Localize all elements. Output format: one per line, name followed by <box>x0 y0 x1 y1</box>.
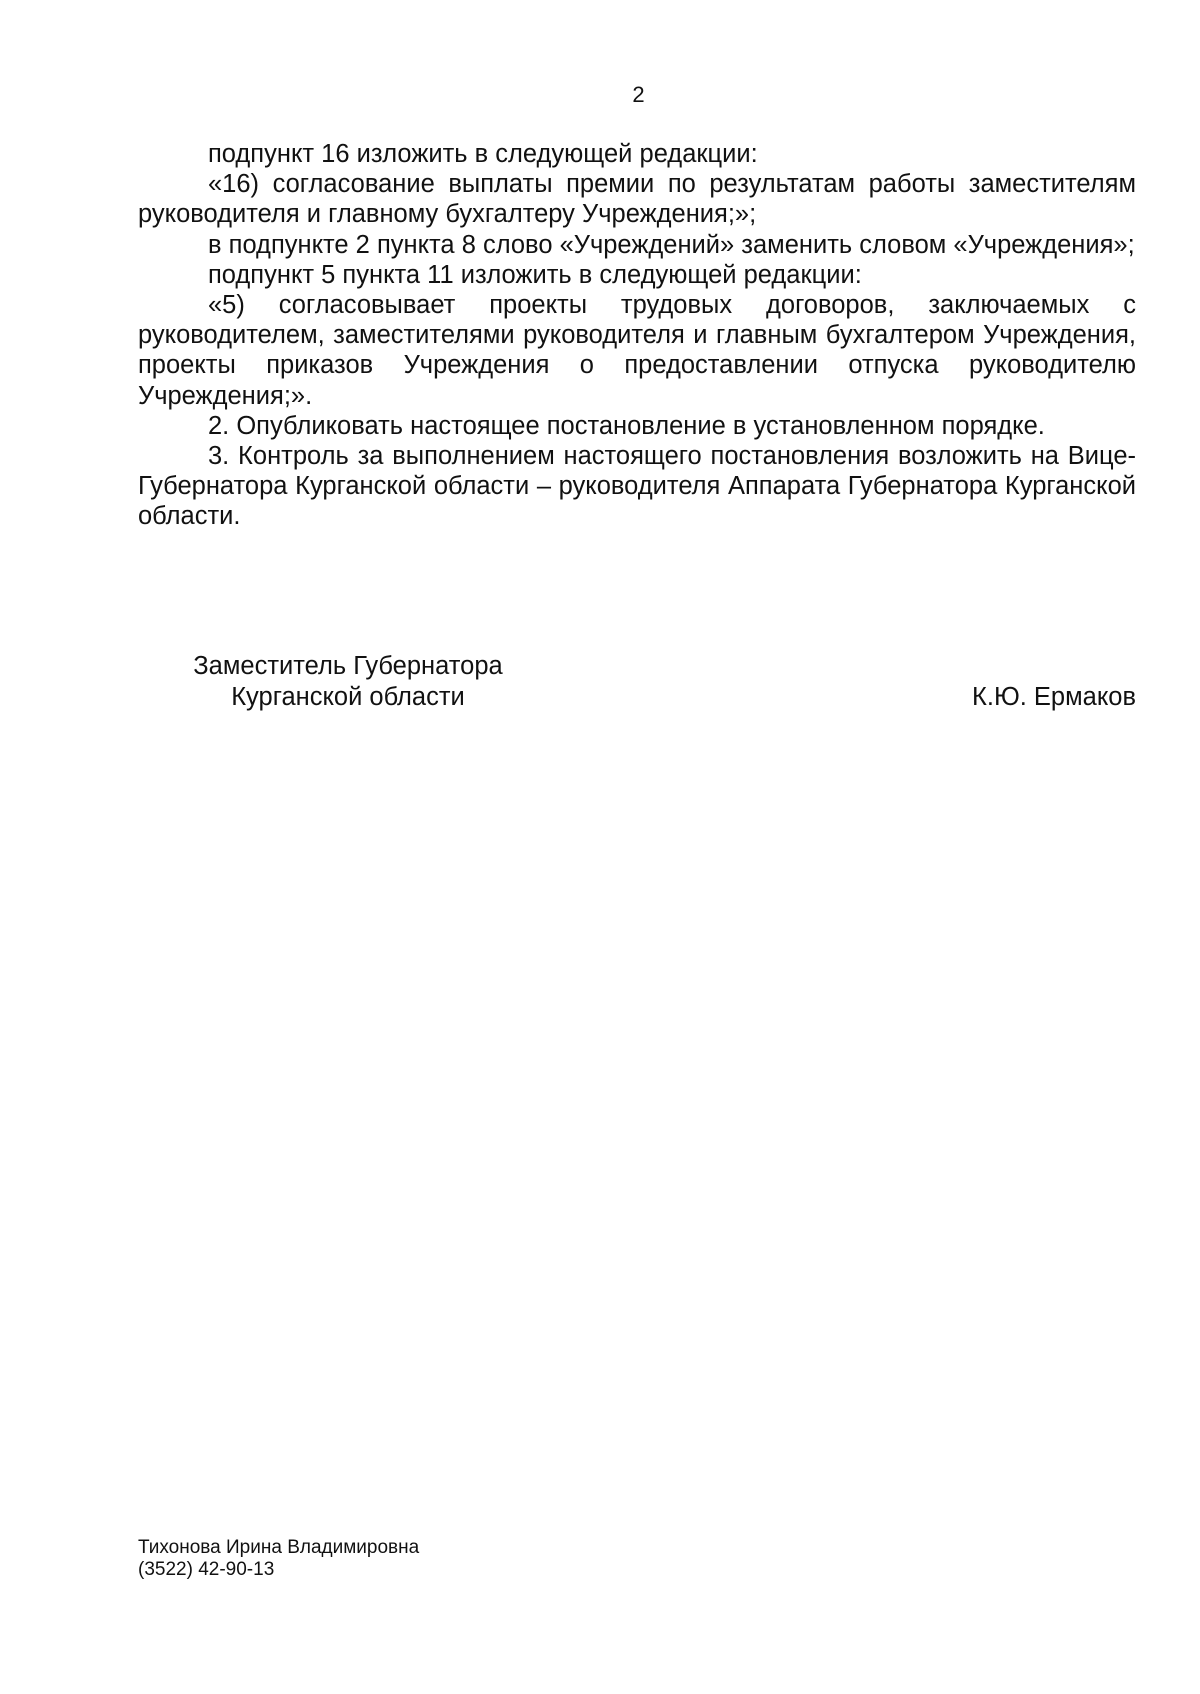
executor-name: Тихонова Ирина Владимировна <box>138 1537 420 1558</box>
paragraph-subitem-5-intro: подпункт 5 пункта 11 изложить в следующей редакции: <box>208 260 862 289</box>
paragraph-subitem-16-text: «16) согласование выплаты премии по результатам работы заместителям руководителя и главному бухгалтеру Учреждения;»; <box>138 170 1136 229</box>
signatory-position-line1: Заместитель Губернатора <box>193 652 503 680</box>
page-number: 2 <box>632 82 645 107</box>
paragraph-subitem-5-text: «5) согласовывает проекты трудовых договоров, заключаемых с руководителем, заместителями руководителя и главным бухгалтером Учреждения, проекты приказов Учреждения о предоставлении отпуска руководителю Учреждения;». <box>138 291 1136 410</box>
paragraph-publish: 2. Опубликовать настоящее постановление в установленном порядке. <box>208 411 1045 440</box>
executor-phone: (3522) 42-90-13 <box>138 1559 275 1580</box>
signatory-position <box>138 651 558 713</box>
paragraph-item-8-amendment: в подпункте 2 пункта 8 слово «Учреждений» заменить словом «Учреждения»; <box>208 230 1135 259</box>
paragraph-control: 3. Контроль за выполнением настоящего постановления возложить на Вице-Губернатора Курганской области – руководителя Аппарата Губернатора Курганской области. <box>138 442 1136 531</box>
document-body <box>138 139 1136 532</box>
signatory-position-line2: Курганской области <box>231 683 465 711</box>
paragraph-subitem-16-intro: подпункт 16 изложить в следующей редакции: <box>208 140 758 168</box>
signatory-name: К.Ю. Ермаков <box>972 683 1136 711</box>
executor-block <box>138 1537 419 1581</box>
